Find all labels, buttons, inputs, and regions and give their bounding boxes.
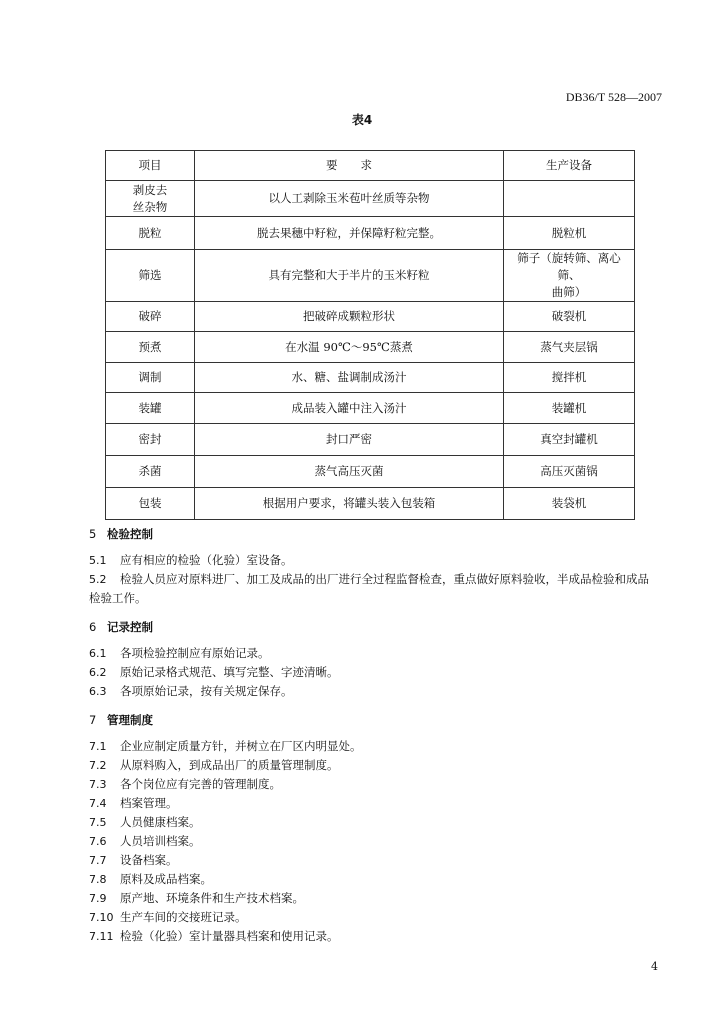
clause	[89, 663, 649, 682]
item-cell-line: 密封	[138, 432, 162, 446]
clause-text: 企业应制定质量方针，并树立在厂区内明显处。	[120, 739, 362, 753]
table-row	[106, 363, 635, 393]
table-row	[106, 488, 635, 520]
item-cell	[106, 488, 195, 520]
clause	[89, 813, 649, 832]
clause-text: 原始记录格式规范、填写完整、字迹清晰。	[120, 665, 339, 679]
clause-number: 6.2	[89, 666, 107, 679]
clause-number: 5.1	[89, 554, 107, 567]
item-cell	[106, 302, 195, 332]
section-number: 7	[89, 713, 97, 727]
equipment-cell	[504, 424, 635, 456]
clause-number: 6.3	[89, 685, 107, 698]
equipment-cell-line: 蒸气夹层锅	[540, 339, 598, 354]
table-row	[106, 424, 635, 456]
requirement-cell	[195, 332, 504, 363]
equipment-cell	[504, 488, 635, 520]
equipment-cell-line: 曲筛）	[551, 285, 587, 299]
section-heading	[89, 524, 649, 544]
header-equipment: 生产设备	[504, 151, 635, 181]
item-cell-line: 预煮	[138, 339, 162, 354]
item-cell	[106, 363, 195, 393]
header-item: 项目	[106, 151, 195, 181]
item-cell	[106, 181, 195, 217]
clause-number: 7.10	[89, 911, 114, 924]
requirement-cell	[195, 181, 504, 217]
item-cell-line: 调制	[138, 370, 162, 384]
clause-number: 7.8	[89, 873, 107, 886]
equipment-cell	[504, 250, 635, 302]
requirement-cell-line: 根据用户要求，将罐头装入包装箱	[262, 496, 436, 510]
requirement-cell	[195, 456, 504, 488]
equipment-cell	[504, 332, 635, 363]
table-header-row	[106, 151, 635, 181]
clause-text: 原料及成品档案。	[120, 872, 212, 886]
table-row	[106, 302, 635, 332]
requirement-cell-line: 以人工剥除玉米苞叶丝质等杂物	[268, 191, 430, 205]
requirement-cell-line: 把破碎成颗粒形状	[303, 309, 395, 323]
header-requirement: 要 求	[195, 151, 504, 181]
equipment-cell-line: 高压灭菌锅	[540, 464, 598, 478]
requirement-cell	[195, 250, 504, 302]
item-cell	[106, 250, 195, 302]
item-cell-line: 筛选	[138, 268, 162, 282]
requirement-cell-line: 蒸气高压灭菌	[314, 464, 384, 478]
equipment-cell	[504, 302, 635, 332]
requirement-cell-line: 成品装入罐中注入汤汁	[291, 400, 407, 415]
clause-number: 7.7	[89, 854, 107, 867]
item-cell-line: 杀菌	[138, 464, 162, 478]
process-table	[105, 150, 635, 520]
item-cell-line: 剥皮去	[132, 182, 168, 197]
clause	[89, 644, 649, 663]
clause	[89, 794, 649, 813]
table-row	[106, 217, 635, 250]
section-heading	[89, 710, 649, 730]
clause	[89, 832, 649, 851]
requirement-cell	[195, 424, 504, 456]
equipment-cell-line: 搅拌机	[551, 370, 587, 384]
equipment-cell-line: 装袋机	[551, 496, 587, 510]
sections-body	[89, 524, 649, 946]
table-row	[106, 181, 635, 217]
requirement-cell-line: 封口严密	[326, 432, 372, 446]
requirement-cell-line: 水、糖、盐调制成汤汁	[291, 370, 407, 384]
clause	[89, 737, 649, 756]
clause-text: 档案管理。	[120, 796, 178, 810]
clause-text: 各项原始记录，按有关规定保存。	[120, 684, 293, 698]
clause-text: 检验人员应对原料进厂、加工及成品的出厂进行全过程监督检查，重点做好原料验收，半成品检验和成品检验工作。	[89, 572, 649, 605]
clause	[89, 908, 649, 927]
equipment-cell	[504, 181, 635, 217]
item-cell	[106, 332, 195, 363]
requirement-cell-line: 具有完整和大于半片的玉米籽粒	[268, 268, 430, 282]
clause-text: 人员培训档案。	[120, 834, 201, 848]
clause-text: 人员健康档案。	[120, 815, 201, 829]
equipment-cell	[504, 393, 635, 424]
document-code: DB36/T 528—2007	[565, 90, 662, 104]
equipment-cell	[504, 363, 635, 393]
clause-number: 7.1	[89, 740, 107, 753]
clause-number: 7.4	[89, 797, 107, 810]
clause-number: 7.3	[89, 778, 107, 791]
clause-text: 从原料购入，到成品出厂的质量管理制度。	[120, 758, 339, 772]
section-title: 管理制度	[107, 713, 153, 727]
clause-text: 设备档案。	[120, 853, 178, 867]
clause	[89, 682, 649, 701]
item-cell-line: 脱粒	[138, 225, 162, 240]
section-number: 6	[89, 620, 97, 634]
clause	[89, 551, 649, 570]
item-cell-line: 包装	[138, 496, 162, 510]
item-cell	[106, 456, 195, 488]
requirement-cell	[195, 217, 504, 250]
clause-number: 7.11	[89, 930, 114, 943]
requirement-cell	[195, 363, 504, 393]
page-number: 4	[651, 960, 658, 973]
equipment-cell	[504, 217, 635, 250]
equipment-cell-line: 真空封罐机	[540, 432, 598, 446]
equipment-cell-line: 脱粒机	[551, 225, 587, 240]
section-title: 记录控制	[107, 620, 153, 634]
clause-text: 应有相应的检验（化验）室设备。	[120, 553, 293, 567]
item-cell	[106, 393, 195, 424]
equipment-cell	[504, 456, 635, 488]
item-cell-line: 装罐	[138, 400, 162, 415]
clause-number: 6.1	[89, 647, 107, 660]
equipment-cell-line: 破裂机	[551, 309, 587, 323]
clause	[89, 851, 649, 870]
table-caption: 表4	[351, 113, 373, 127]
requirement-cell	[195, 488, 504, 520]
clause-text: 各个岗位应有完善的管理制度。	[120, 777, 281, 791]
clause	[89, 927, 649, 946]
item-cell-line: 丝杂物	[132, 199, 168, 214]
table-row	[106, 332, 635, 363]
clause-number: 7.6	[89, 835, 107, 848]
requirement-cell-line: 在水温 90℃～95℃蒸煮	[285, 339, 413, 354]
table-row	[106, 393, 635, 424]
clause-number: 7.2	[89, 759, 107, 772]
requirement-cell-line: 脱去果穗中籽粒，并保障籽粒完整。	[257, 225, 441, 240]
clause-number: 5.2	[89, 573, 107, 586]
clause	[89, 889, 649, 908]
table-row	[106, 456, 635, 488]
clause-text: 生产车间的交接班记录。	[120, 910, 247, 924]
clause-text: 原产地、环境条件和生产技术档案。	[120, 891, 304, 905]
section-heading	[89, 617, 649, 637]
clause	[89, 775, 649, 794]
requirement-cell	[195, 302, 504, 332]
item-cell	[106, 217, 195, 250]
clause	[89, 756, 649, 775]
clause	[89, 870, 649, 889]
clause-number: 7.5	[89, 816, 107, 829]
section-number: 5	[89, 527, 97, 541]
requirement-cell	[195, 393, 504, 424]
item-cell-line: 破碎	[138, 309, 162, 323]
clause-number: 7.9	[89, 892, 107, 905]
item-cell	[106, 424, 195, 456]
section-title: 检验控制	[107, 527, 153, 541]
equipment-cell-line: 装罐机	[551, 400, 587, 415]
clause	[89, 570, 649, 608]
clause-text: 检验（化验）室计量器具档案和使用记录。	[120, 929, 339, 943]
clause-text: 各项检验控制应有原始记录。	[120, 646, 270, 660]
table-row	[106, 250, 635, 302]
equipment-cell-line: 筛子（旋转筛、离心筛、	[517, 251, 621, 282]
